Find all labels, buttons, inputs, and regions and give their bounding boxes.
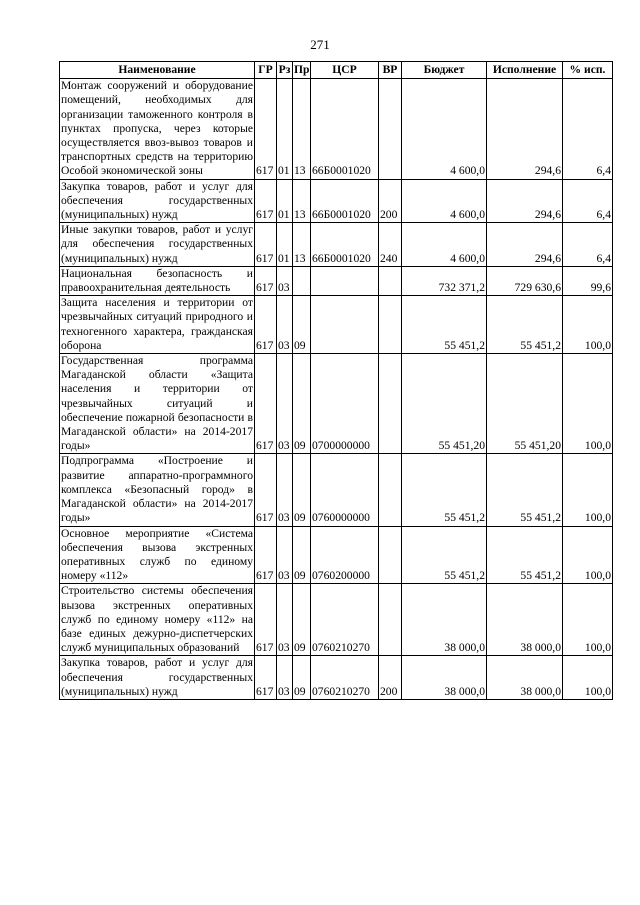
cell-budget: 4 600,0 <box>402 223 487 267</box>
cell-name: Государственная программа Магаданской области «Защита населения и территории от чрезвычайных ситуаций и обеспечение пожарной безопасности в Магаданской области» на 2014-2017 годы» <box>61 354 253 453</box>
table-row <box>60 296 613 354</box>
cell-exec: 55 451,2 <box>487 454 563 526</box>
cell-budget: 38 000,0 <box>402 584 487 656</box>
cell-vr <box>379 296 402 354</box>
cell-csr: 0700000000 <box>311 354 379 454</box>
cell-pct: 100,0 <box>563 584 613 656</box>
table-header-row <box>60 62 613 79</box>
cell-rz: 03 <box>277 266 293 295</box>
cell-vr <box>379 526 402 584</box>
cell-exec: 294,6 <box>487 79 563 179</box>
table-row <box>60 179 613 223</box>
cell-gr: 617 <box>255 266 277 295</box>
cell-gr: 617 <box>255 223 277 267</box>
cell-pr <box>293 266 311 295</box>
cell-vr <box>379 266 402 295</box>
cell-rz: 01 <box>277 223 293 267</box>
col-header-vr: ВР <box>379 62 402 79</box>
cell-name: Иные закупки товаров, работ и услуг для обеспечения государственных (муниципальных) нужд <box>61 223 253 265</box>
table-row <box>60 454 613 526</box>
cell-gr: 617 <box>255 526 277 584</box>
col-header-csr: ЦСР <box>311 62 379 79</box>
table-row <box>60 223 613 267</box>
col-header-pr: Пр <box>293 62 311 79</box>
cell-csr <box>311 296 379 354</box>
cell-gr: 617 <box>255 79 277 179</box>
cell-name: Национальная безопасность и правоохранительная деятельность <box>61 266 253 295</box>
col-header-budget: Бюджет <box>402 62 487 79</box>
cell-pct: 99,6 <box>563 266 613 295</box>
cell-pct: 6,4 <box>563 223 613 267</box>
cell-exec: 55 451,20 <box>487 354 563 454</box>
cell-budget: 55 451,2 <box>402 454 487 526</box>
cell-pct: 6,4 <box>563 179 613 223</box>
cell-gr: 617 <box>255 354 277 454</box>
cell-rz: 03 <box>277 584 293 656</box>
cell-rz: 01 <box>277 179 293 223</box>
col-header-pct: % исп. <box>563 62 613 79</box>
cell-pct: 100,0 <box>563 296 613 354</box>
cell-vr <box>379 354 402 454</box>
cell-pr: 13 <box>293 179 311 223</box>
cell-exec: 38 000,0 <box>487 584 563 656</box>
cell-csr: 66Б0001020 <box>311 179 379 223</box>
cell-rz: 01 <box>277 79 293 179</box>
cell-pr: 13 <box>293 79 311 179</box>
table-row <box>60 354 613 454</box>
cell-gr: 617 <box>255 454 277 526</box>
cell-vr: 240 <box>379 223 402 267</box>
table-row <box>60 79 613 179</box>
col-header-exec: Исполнение <box>487 62 563 79</box>
cell-pr: 09 <box>293 454 311 526</box>
cell-rz: 03 <box>277 296 293 354</box>
cell-pr: 09 <box>293 296 311 354</box>
budget-table <box>59 61 613 700</box>
cell-rz: 03 <box>277 526 293 584</box>
cell-budget: 55 451,2 <box>402 526 487 584</box>
cell-gr: 617 <box>255 179 277 223</box>
cell-budget: 55 451,20 <box>402 354 487 454</box>
cell-budget: 55 451,2 <box>402 296 487 354</box>
cell-exec: 55 451,2 <box>487 296 563 354</box>
cell-pct: 100,0 <box>563 454 613 526</box>
page-number: 271 <box>310 37 330 52</box>
cell-pct: 6,4 <box>563 79 613 179</box>
cell-pr: 09 <box>293 526 311 584</box>
cell-vr: 200 <box>379 179 402 223</box>
cell-pct: 100,0 <box>563 656 613 700</box>
table-row <box>60 584 613 656</box>
cell-rz: 03 <box>277 454 293 526</box>
cell-name: Строительство системы обеспечения вызова экстренных оперативных служб по единому номеру «112» на базе единых дежурно-диспетчерских служб муниципальных образований <box>61 584 253 655</box>
col-header-gr: ГР <box>255 62 277 79</box>
cell-pr: 09 <box>293 656 311 700</box>
cell-csr: 0760210270 <box>311 584 379 656</box>
cell-name: Монтаж сооружений и оборудование помещений, необходимых для организации таможенного контроля в пунктах пропуска, через которые осуществляется ввоз-вывоз товаров и транспортных средств на территорию Особой экономической зоны <box>61 79 253 178</box>
table-row <box>60 656 613 700</box>
col-header-rz: Рз <box>277 62 293 79</box>
table-row <box>60 266 613 295</box>
cell-rz: 03 <box>277 656 293 700</box>
cell-vr <box>379 584 402 656</box>
cell-csr: 66Б0001020 <box>311 79 379 179</box>
cell-exec: 55 451,2 <box>487 526 563 584</box>
cell-gr: 617 <box>255 296 277 354</box>
cell-csr: 0760210270 <box>311 656 379 700</box>
cell-exec: 294,6 <box>487 179 563 223</box>
cell-csr: 0760000000 <box>311 454 379 526</box>
cell-pct: 100,0 <box>563 354 613 454</box>
col-header-name: Наименование <box>60 62 255 79</box>
cell-budget: 4 600,0 <box>402 179 487 223</box>
cell-name: Защита населения и территории от чрезвычайных ситуаций природного и техногенного характера, гражданская оборона <box>61 296 253 352</box>
cell-name: Закупка товаров, работ и услуг для обеспечения государственных (муниципальных) нужд <box>61 656 253 698</box>
cell-pct: 100,0 <box>563 526 613 584</box>
table-row <box>60 526 613 584</box>
cell-budget: 38 000,0 <box>402 656 487 700</box>
cell-pr: 09 <box>293 354 311 454</box>
cell-name: Подпрограмма «Построение и развитие аппаратно-программного комплекса «Безопасный город» в Магаданской области» на 2014-2017 годы» <box>61 454 253 525</box>
cell-budget: 4 600,0 <box>402 79 487 179</box>
cell-exec: 729 630,6 <box>487 266 563 295</box>
cell-gr: 617 <box>255 584 277 656</box>
cell-exec: 38 000,0 <box>487 656 563 700</box>
cell-csr <box>311 266 379 295</box>
cell-rz: 03 <box>277 354 293 454</box>
cell-name: Закупка товаров, работ и услуг для обеспечения государственных (муниципальных) нужд <box>61 179 253 222</box>
cell-csr: 66Б0001020 <box>311 223 379 267</box>
cell-csr: 0760200000 <box>311 526 379 584</box>
cell-name: Основное мероприятие «Система обеспечения вызова экстренных оперативных служб по единому номеру «112» <box>61 526 253 583</box>
cell-vr <box>379 79 402 179</box>
cell-vr: 200 <box>379 656 402 700</box>
cell-vr <box>379 454 402 526</box>
cell-budget: 732 371,2 <box>402 266 487 295</box>
cell-pr: 13 <box>293 223 311 267</box>
cell-exec: 294,6 <box>487 223 563 267</box>
cell-pr: 09 <box>293 584 311 656</box>
cell-gr: 617 <box>255 656 277 700</box>
